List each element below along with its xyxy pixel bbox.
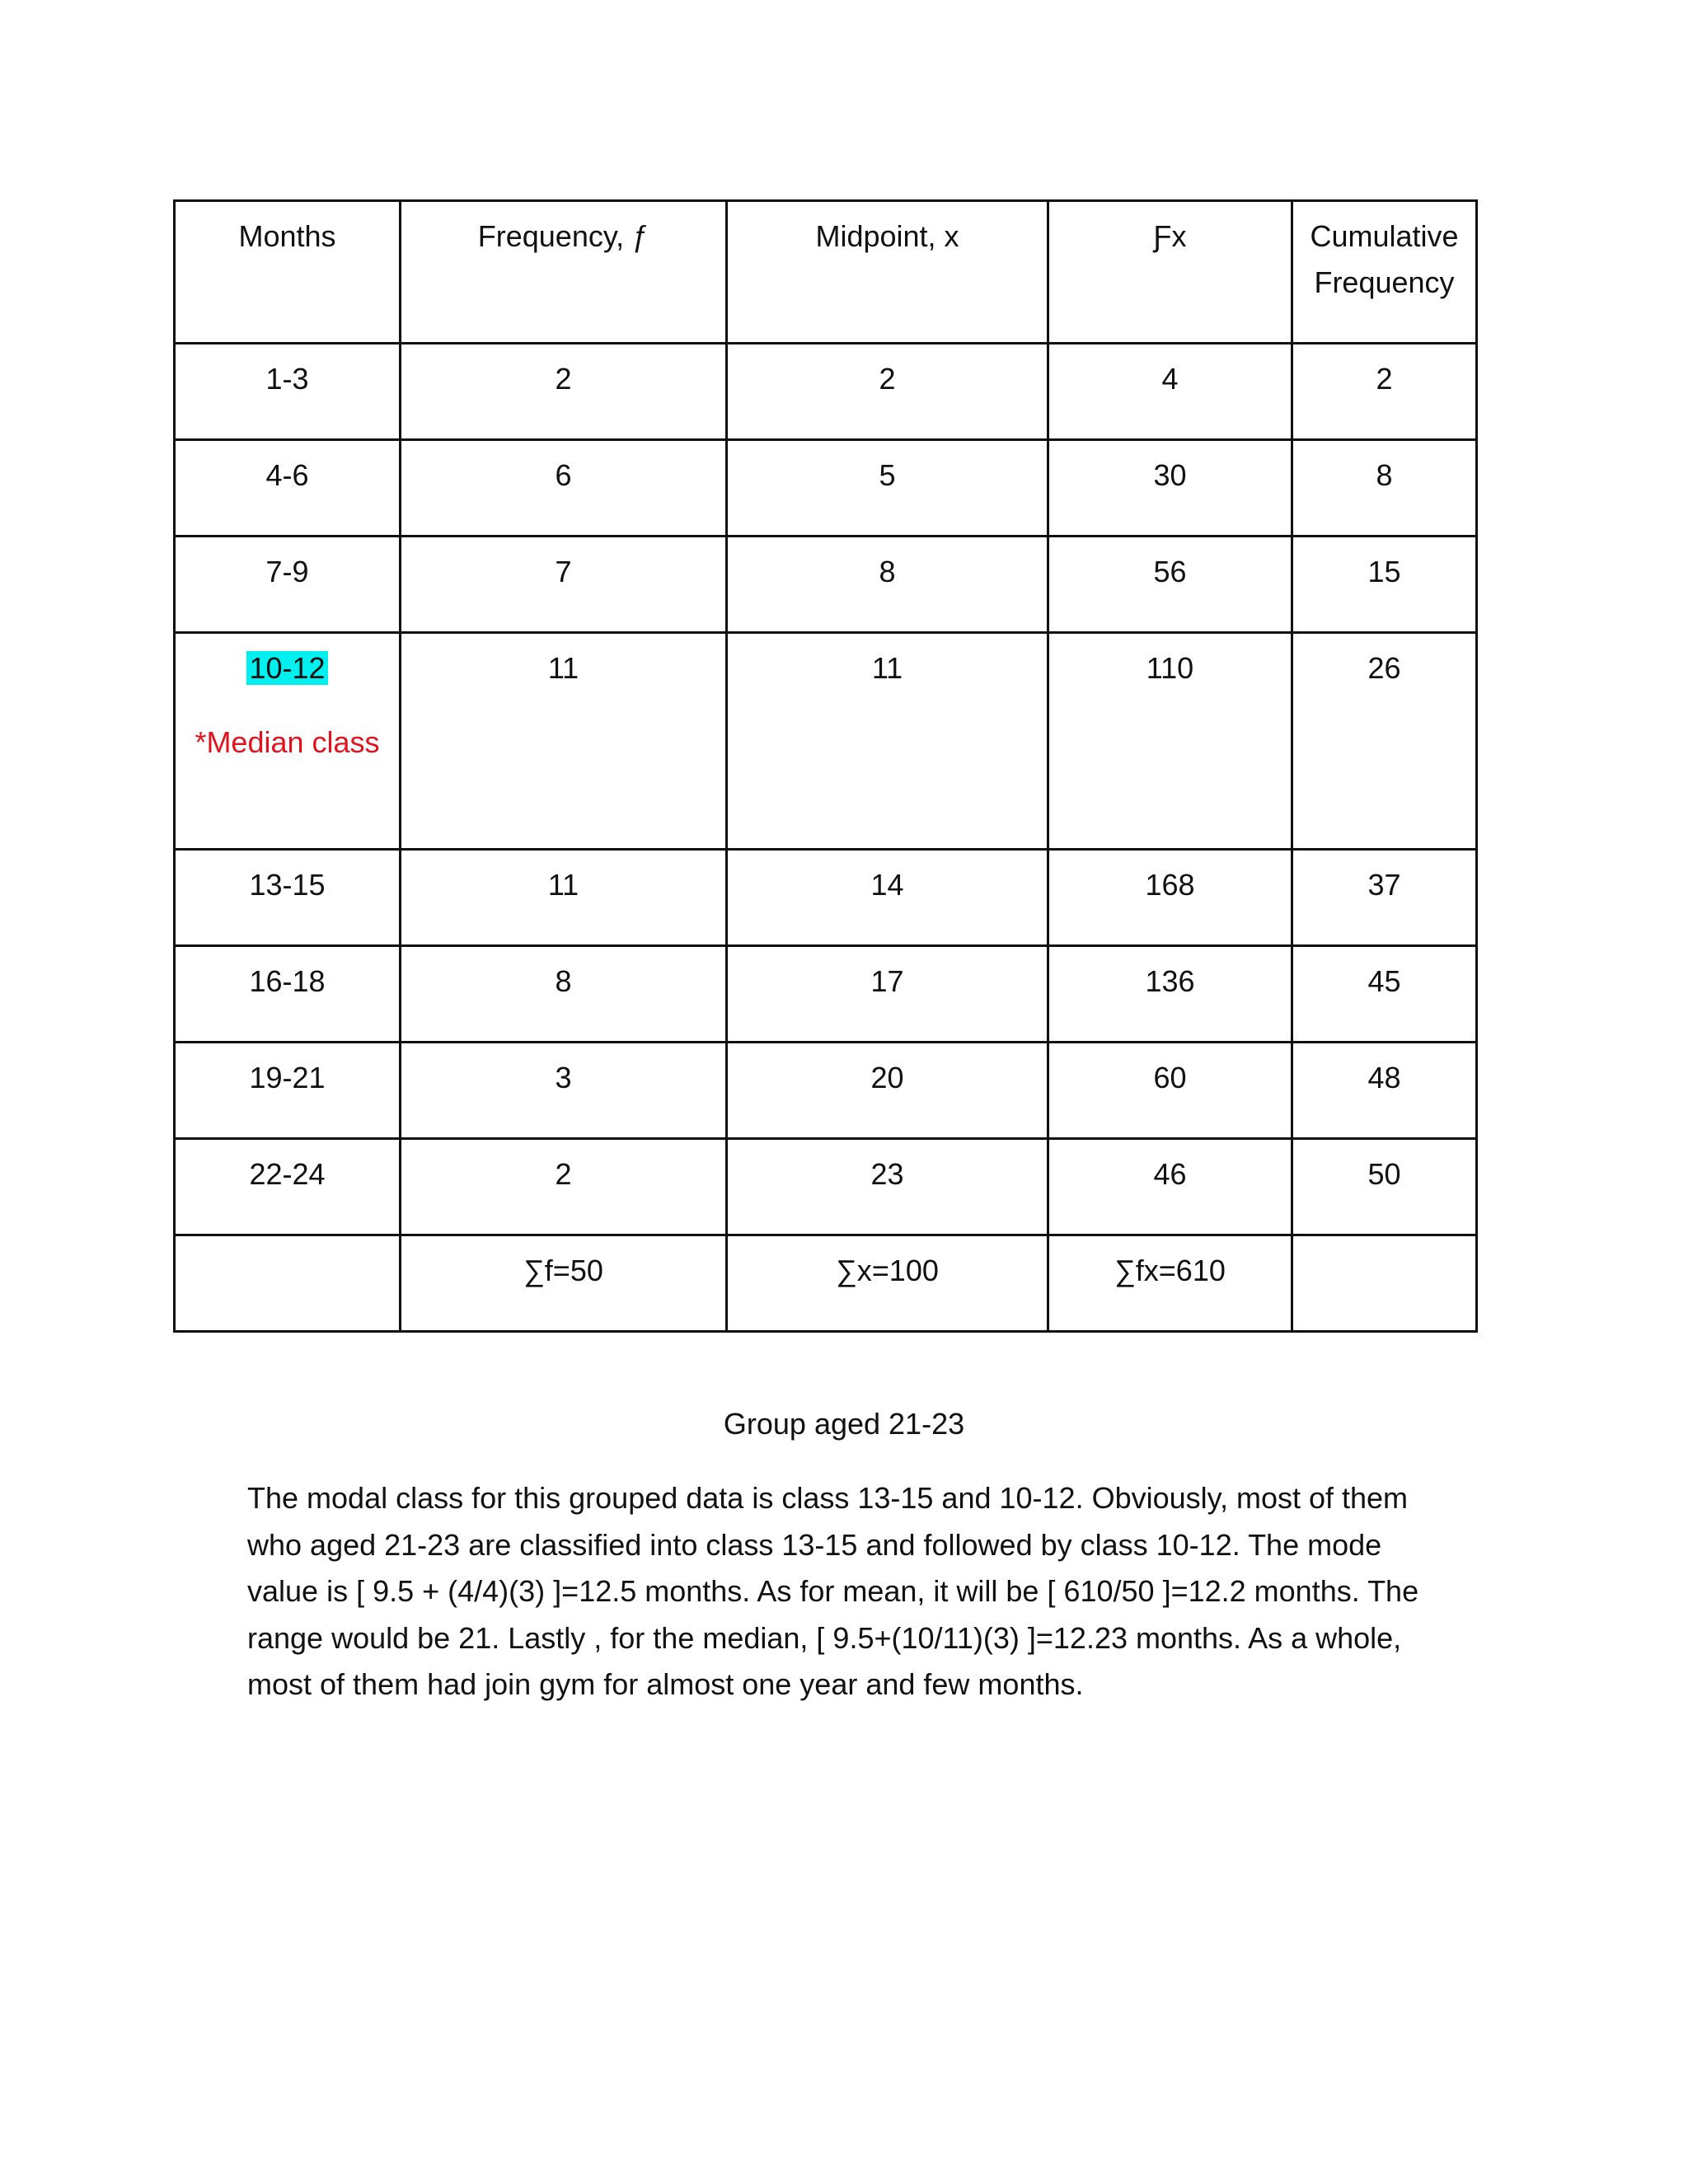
- table-header-row: [175, 201, 1477, 344]
- cell-fx: 136: [1048, 946, 1292, 1043]
- cell-months: 7-9: [175, 537, 401, 633]
- cell-cumulative: 26: [1292, 633, 1477, 850]
- total-cumulative: [1292, 1235, 1477, 1332]
- header-months: Months: [175, 201, 401, 344]
- cell-midpoint: 20: [727, 1043, 1048, 1139]
- cell-fx: 168: [1048, 850, 1292, 946]
- frequency-table: [173, 199, 1478, 1333]
- cell-midpoint: 11: [727, 633, 1048, 850]
- table-row: [175, 344, 1477, 440]
- header-frequency: Frequency, ƒ: [401, 201, 727, 344]
- cell-frequency: 2: [401, 1139, 727, 1235]
- cell-frequency: 6: [401, 440, 727, 537]
- cell-fx: 60: [1048, 1043, 1292, 1139]
- cell-fx: 56: [1048, 537, 1292, 633]
- cell-frequency: 3: [401, 1043, 727, 1139]
- cell-cumulative: 48: [1292, 1043, 1477, 1139]
- table-totals-row: [175, 1235, 1477, 1332]
- group-caption: Group aged 21-23: [723, 1407, 965, 1441]
- cell-fx: 46: [1048, 1139, 1292, 1235]
- cell-cumulative: 8: [1292, 440, 1477, 537]
- table-row: [175, 1139, 1477, 1235]
- cell-fx: 30: [1048, 440, 1292, 537]
- table-row: [175, 1043, 1477, 1139]
- cell-frequency: 7: [401, 537, 727, 633]
- table-row: [175, 946, 1477, 1043]
- table-row: [175, 850, 1477, 946]
- cell-cumulative: 2: [1292, 344, 1477, 440]
- table-row-median-class: [175, 633, 1477, 850]
- cell-midpoint: 5: [727, 440, 1048, 537]
- cell-midpoint: 8: [727, 537, 1048, 633]
- cell-cumulative: 50: [1292, 1139, 1477, 1235]
- cell-midpoint: 2: [727, 344, 1048, 440]
- summary-paragraph: The modal class for this grouped data is class 13-15 and 10-12. Obviously, most of them who aged 21-23 are classified into class 13-15 and followed by class 10-12. The mode value is [ 9.5 + (4/4)(3) ]=12.5 months. As for mean, it will be [ 610/50 ]=12.2 months. The range would be 21. Lastly , for the median, [ 9.5+(10/11)(3) ]=12.23 months. As a whole, most of them had join gym for almost one year and few months.: [247, 1481, 1419, 1701]
- cell-cumulative: 37: [1292, 850, 1477, 946]
- cell-months: 4-6: [175, 440, 401, 537]
- cell-frequency: 8: [401, 946, 727, 1043]
- highlighted-median-class-range: 10-12: [246, 651, 327, 685]
- cell-frequency: 11: [401, 633, 727, 850]
- cell-midpoint: 14: [727, 850, 1048, 946]
- total-fx: ∑fx=610: [1048, 1235, 1292, 1332]
- cell-months-median: [175, 633, 401, 850]
- cell-months: 19-21: [175, 1043, 401, 1139]
- table-row: [175, 537, 1477, 633]
- cell-months: 1-3: [175, 344, 401, 440]
- header-fx: Ƒx: [1048, 201, 1292, 344]
- cell-fx: 110: [1048, 633, 1292, 850]
- cell-cumulative: 45: [1292, 946, 1477, 1043]
- cell-months: 13-15: [175, 850, 401, 946]
- header-midpoint: Midpoint, x: [727, 201, 1048, 344]
- cell-midpoint: 23: [727, 1139, 1048, 1235]
- total-frequency: ∑f=50: [401, 1235, 727, 1332]
- cell-cumulative: 15: [1292, 537, 1477, 633]
- total-midpoint: ∑x=100: [727, 1235, 1048, 1332]
- cell-months: 22-24: [175, 1139, 401, 1235]
- cell-months: 16-18: [175, 946, 401, 1043]
- header-cumulative-frequency: Cumulative Frequency: [1292, 201, 1477, 344]
- table-row: [175, 440, 1477, 537]
- median-class-note: *Median class: [195, 725, 380, 759]
- cell-frequency: 2: [401, 344, 727, 440]
- total-months: [175, 1235, 401, 1332]
- cell-midpoint: 17: [727, 946, 1048, 1043]
- cell-frequency: 11: [401, 850, 727, 946]
- cell-fx: 4: [1048, 344, 1292, 440]
